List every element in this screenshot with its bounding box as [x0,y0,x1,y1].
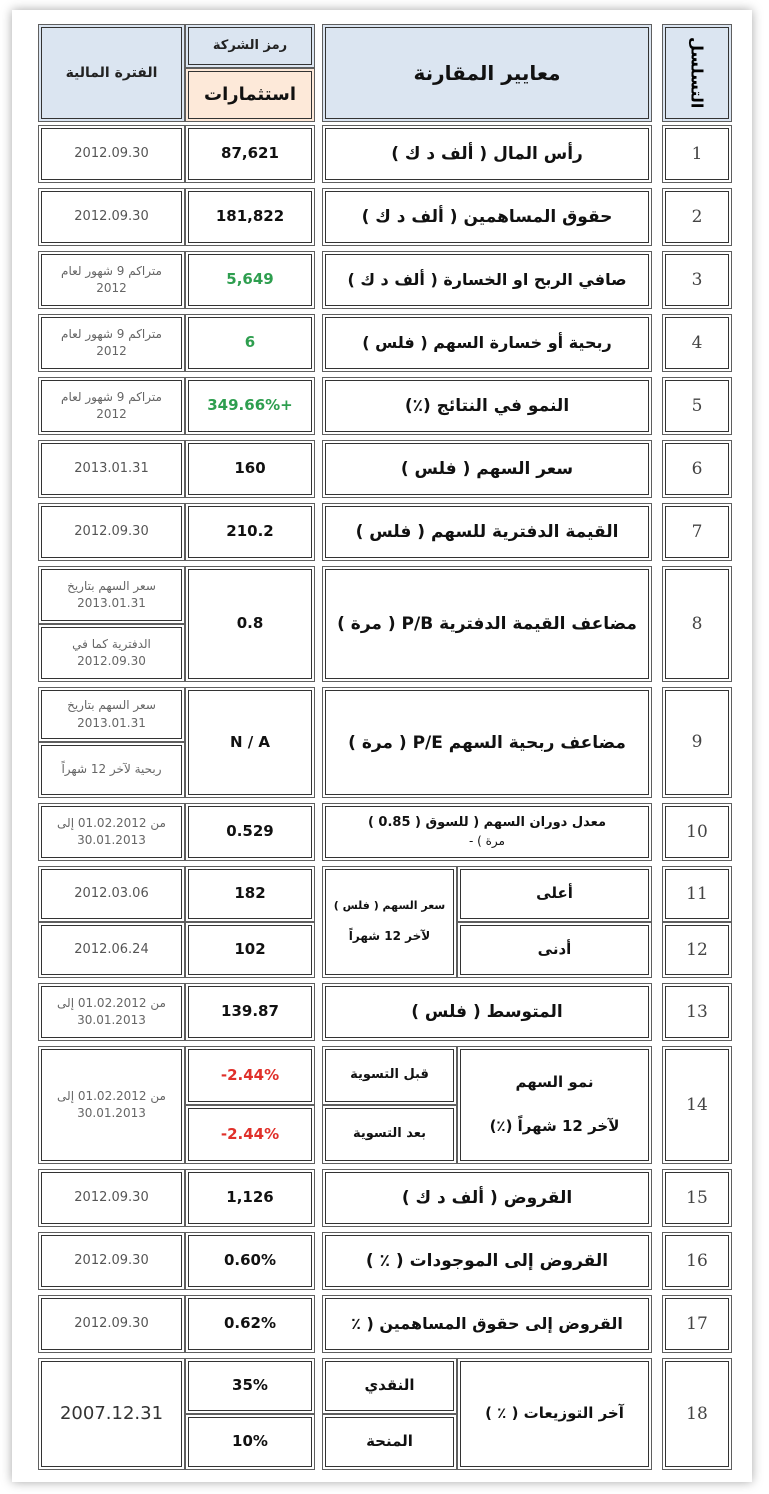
row18-criteria-text: آخر التوزيعات ( ٪ ) [485,1404,624,1423]
row14-before-label-text: قبل التسوية [350,1067,429,1083]
row10-period [38,803,185,861]
row17-value [185,1295,315,1353]
row15-criteria-text: القروض ( ألف د ك ) [401,1187,573,1208]
row2-number [662,188,732,246]
row12-value-text: 102 [234,940,266,959]
row16-value-text: 0.60% [223,1251,277,1270]
row14-period [38,1046,185,1164]
row16-criteria [322,1232,652,1290]
row6-criteria [322,440,652,498]
row2-criteria-text: حقوق المساهمين ( ألف د ك ) [361,206,613,227]
row3-number [662,251,732,309]
row10-criteria-line1: معدل دوران السهم ( للسوق ( 0.85 ) [367,814,607,830]
row18-criteria [457,1358,652,1470]
row1-number [662,125,732,183]
row1-period-text: 2012.09.30 [74,145,149,161]
row12-label [457,922,652,978]
row5-value-text: 349.66%+ [207,396,293,415]
row18-cash-value-text: 35% [232,1376,268,1395]
row13-period [38,983,185,1041]
row6-number-text: 6 [691,458,703,479]
row11-value-text: 182 [234,884,266,903]
header-seq-label: التسلسل [687,37,707,109]
row13-number [662,983,732,1041]
row15-value [185,1169,315,1227]
row13-criteria [322,983,652,1041]
row14-before-value [185,1046,315,1105]
row7-value [185,503,315,561]
row2-period-text: 2012.09.30 [74,208,149,224]
row9-criteria-text: مضاعف ربحية السهم P/E ( مرة ) [348,732,626,753]
row8-period-price-text: سعر السهم بتاريخ 2013.01.31 [67,578,156,610]
row4-period-text: متراكم 9 شهور لعام 2012 [61,326,162,358]
row17-period-text: 2012.09.30 [74,1315,149,1331]
row10-number [662,803,732,861]
row17-criteria-text: القروض إلى حقوق المساهمين ( ٪ [351,1314,623,1334]
row2-criteria [322,188,652,246]
row16-criteria-text: القروض إلى الموجودات ( ٪ ) [365,1250,609,1271]
row8-number-text: 8 [691,613,703,634]
row14-after-value [185,1105,315,1164]
row18-number-text: 18 [686,1403,708,1424]
row5-period [38,377,185,435]
header-code-label: رمز الشركة [212,37,288,53]
row10-criteria [322,803,652,861]
row3-value-text: 5,649 [226,270,274,289]
row13-value [185,983,315,1041]
row6-value-text: 160 [234,459,266,478]
comparison-sheet [12,10,752,1482]
row12-value [185,922,315,978]
row8-number [662,566,732,682]
row3-period-text: متراكم 9 شهور لعام 2012 [61,263,162,295]
row18-bonus-value [185,1414,315,1470]
row12-number-text: 12 [686,939,708,960]
row13-value-text: 139.87 [221,1002,279,1021]
row15-period-text: 2012.09.30 [74,1189,149,1205]
row17-number [662,1295,732,1353]
price-range-group-line1: سعر السهم ( فلس ) [333,899,446,913]
row11-number [662,866,732,922]
row14-criteria-line2: لآخر 12 شهراً (٪) [489,1117,620,1135]
row16-period-text: 2012.09.30 [74,1252,149,1268]
header-period [38,24,185,122]
header-criteria [322,24,652,122]
row17-number-text: 17 [686,1313,708,1334]
row9-period-eps [38,742,185,798]
row10-criteria-line2: مرة ) - [469,833,505,848]
row5-criteria-text: النمو في النتائج (٪) [404,395,570,416]
row6-period [38,440,185,498]
row9-period-price [38,687,185,742]
row15-number-text: 15 [686,1187,708,1208]
row4-value-text: 6 [244,333,256,352]
row16-number-text: 16 [686,1250,708,1271]
row16-period [38,1232,185,1290]
row4-number [662,314,732,372]
row1-number-text: 1 [691,143,703,164]
header-company [185,68,315,122]
row5-number-text: 5 [691,395,703,416]
row8-value [185,566,315,682]
row11-period [38,866,185,922]
row6-period-text: 2013.01.31 [74,460,149,476]
row11-label-text: أعلى [536,884,573,903]
row6-value [185,440,315,498]
row4-value [185,314,315,372]
row3-period [38,251,185,309]
row18-period-text: 2007.12.31 [59,1402,164,1424]
row12-period-text: 2012.06.24 [74,941,149,957]
row15-period [38,1169,185,1227]
row3-value [185,251,315,309]
row7-criteria [322,503,652,561]
row9-value [185,687,315,798]
row18-period [38,1358,185,1470]
row14-period-text: من 01.02.2012 إلى 30.01.2013 [57,1088,166,1120]
row12-number [662,922,732,978]
row7-value-text: 210.2 [226,522,274,541]
header-company-label: استثمارات [203,83,296,105]
row14-criteria [457,1046,652,1164]
row3-number-text: 3 [691,269,703,290]
row12-label-text: أدنى [537,940,572,959]
row14-number-text: 14 [686,1094,708,1115]
row10-number-text: 10 [686,821,708,842]
row1-criteria [322,125,652,183]
row4-criteria [322,314,652,372]
row14-after-label [322,1105,457,1164]
row14-before-label [322,1046,457,1105]
row2-value [185,188,315,246]
row4-period [38,314,185,372]
row9-number-text: 9 [691,732,703,753]
row13-number-text: 13 [686,1001,708,1022]
row5-period-text: متراكم 9 شهور لعام 2012 [61,389,162,421]
row8-value-text: 0.8 [236,614,264,633]
row4-number-text: 4 [691,332,703,353]
row18-cash-label-text: النقدي [364,1376,415,1395]
row13-period-text: من 01.02.2012 إلى 30.01.2013 [57,995,166,1027]
row9-period-price-text: سعر السهم بتاريخ 2013.01.31 [67,698,156,730]
row8-criteria-text: مضاعف القيمة الدفترية P/B ( مرة ) [337,614,637,634]
header-period-label: الفترة المالية [65,64,158,81]
row16-value [185,1232,315,1290]
row11-period-text: 2012.03.06 [74,885,149,901]
row14-after-label-text: بعد التسوية [352,1126,427,1142]
row7-period-text: 2012.09.30 [74,523,149,539]
price-range-group-line2: لآخر 12 شهراً [348,929,431,944]
row11-number-text: 11 [686,883,708,904]
row9-criteria [322,687,652,798]
row8-criteria [322,566,652,682]
row5-criteria [322,377,652,435]
row12-period [38,922,185,978]
row6-criteria-text: سعر السهم ( فلس ) [400,458,574,479]
row14-before-value-text: -2.44% [220,1065,280,1084]
header-code [185,24,315,68]
row18-number [662,1358,732,1470]
row8-period-book-text: الدفترية كما في 2012.09.30 [72,636,151,668]
row11-value [185,866,315,922]
row17-criteria [322,1295,652,1353]
row5-value [185,377,315,435]
row15-criteria [322,1169,652,1227]
row13-criteria-text: المتوسط ( فلس ) [411,1001,563,1022]
row14-criteria-line1: نمو السهم [515,1073,594,1092]
row11-label [457,866,652,922]
price-range-group [322,866,457,978]
row6-number [662,440,732,498]
row7-number [662,503,732,561]
row7-number-text: 7 [691,521,703,542]
row1-period [38,125,185,183]
row4-criteria-text: ربحية أو خسارة السهم ( فلس ) [362,333,612,353]
row18-bonus-label-text: المنحة [366,1432,413,1451]
row1-criteria-text: رأس المال ( ألف د ك ) [391,143,583,164]
row15-value-text: 1,126 [226,1188,274,1207]
row14-number [662,1046,732,1164]
row15-number [662,1169,732,1227]
row2-value-text: 181,822 [215,207,285,226]
row17-value-text: 0.62% [223,1314,277,1333]
row5-number [662,377,732,435]
row8-period-price [38,566,185,624]
row2-period [38,188,185,246]
row18-cash-label [322,1358,457,1414]
row14-after-value-text: -2.44% [220,1124,280,1143]
header-seq [662,24,732,122]
row18-cash-value [185,1358,315,1414]
row7-period [38,503,185,561]
row16-number [662,1232,732,1290]
row10-period-text: من 01.02.2012 إلى 30.01.2013 [57,815,166,847]
header-criteria-label: معايير المقارنة [413,60,561,85]
row9-number [662,687,732,798]
row1-value-text: 87,621 [221,144,279,163]
row9-value-text: N / A [229,732,271,751]
row2-number-text: 2 [691,206,703,227]
row3-criteria [322,251,652,309]
row7-criteria-text: القيمة الدفترية للسهم ( فلس ) [355,521,619,542]
row10-value-text: 0.529 [226,822,274,841]
row3-criteria-text: صافي الربح او الخسارة ( ألف د ك ) [347,270,627,290]
row1-value [185,125,315,183]
row18-bonus-value-text: 10% [232,1432,268,1451]
row9-period-eps-text: ربحية لآخر 12 شهراً [61,762,162,777]
row10-value [185,803,315,861]
row8-period-book [38,624,185,682]
row17-period [38,1295,185,1353]
row18-bonus-label [322,1414,457,1470]
